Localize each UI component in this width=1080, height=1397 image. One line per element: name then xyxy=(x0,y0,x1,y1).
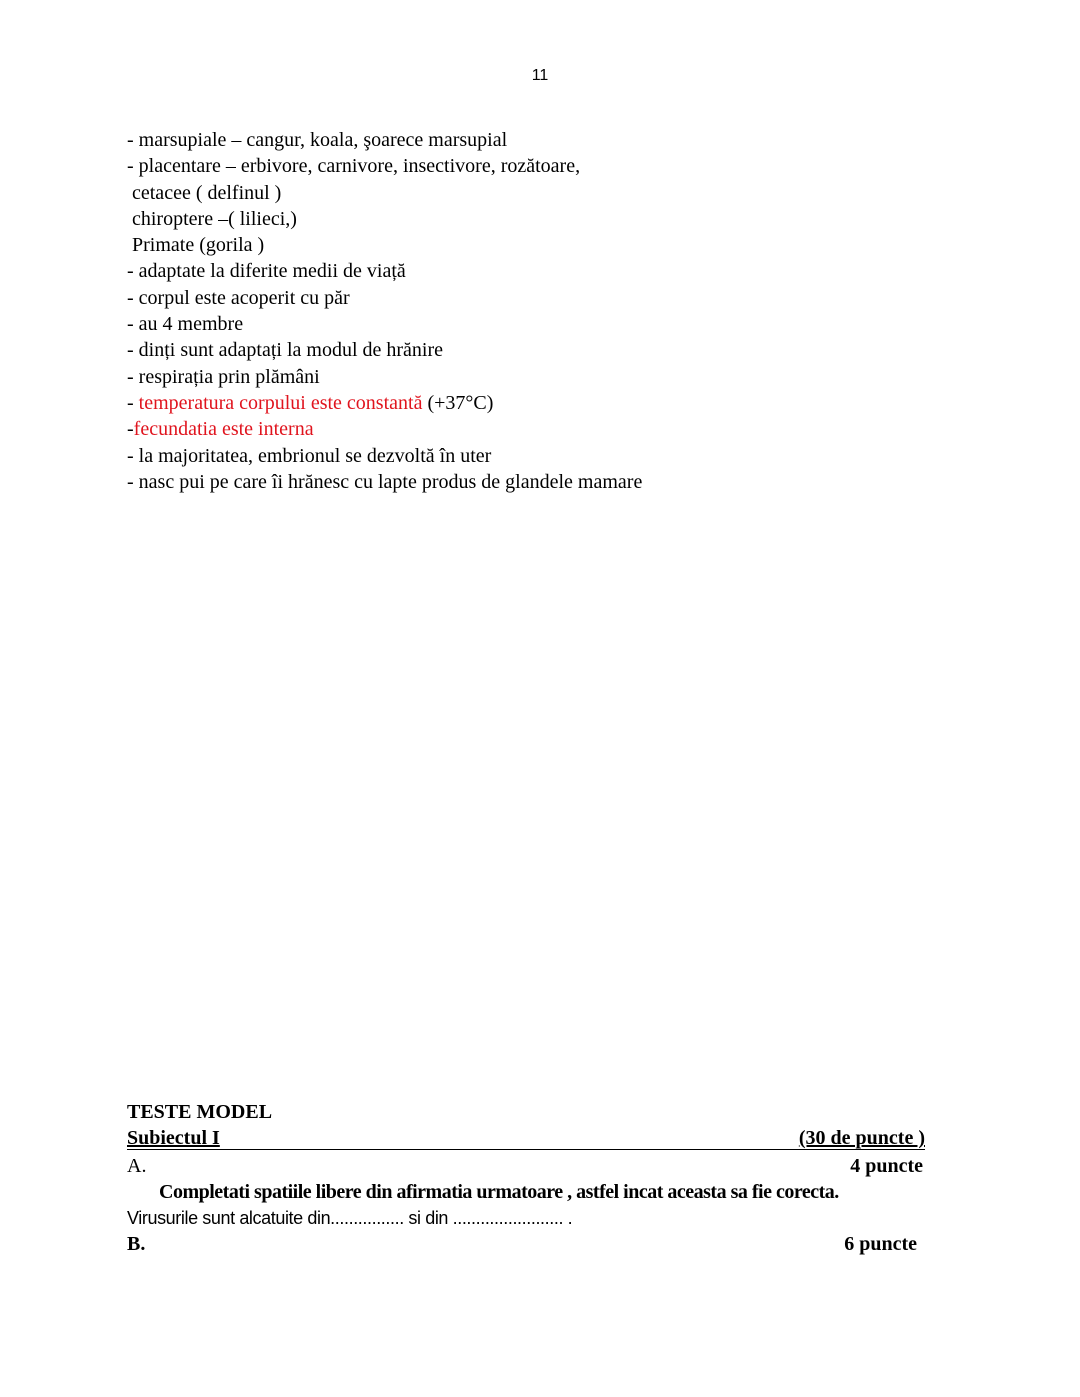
list-item: - au 4 membre xyxy=(127,313,244,336)
list-item: cetacee ( delfinul ) xyxy=(127,181,282,204)
list-item: - respirația prin plămâni xyxy=(127,365,320,388)
part-a-instruction: Completati spatiile libere din afirmatia urmatoare , astfel incat aceasta sa fie corecta. xyxy=(159,1180,839,1203)
subject-points: (30 de puncte ) xyxy=(798,1127,925,1150)
subject-label: Subiectul I xyxy=(127,1127,220,1150)
prefix: - xyxy=(127,391,139,414)
model-tests-section xyxy=(127,1099,925,1258)
mammal-characteristics-list xyxy=(127,127,642,495)
list-item-temperature xyxy=(127,390,642,416)
part-b-header xyxy=(127,1231,925,1257)
list-item: - nasc pui pe care îi hrănesc cu lapte produs de glandele mamare xyxy=(127,470,643,493)
part-b-points: 6 puncte xyxy=(844,1233,917,1256)
list-item: chiroptere –( lilieci,) xyxy=(127,207,297,230)
list-item-fecundation xyxy=(127,416,642,442)
list-item: Primate (gorila ) xyxy=(127,234,265,257)
part-a-header xyxy=(127,1153,925,1179)
section-title xyxy=(127,1099,925,1125)
page-number: 11 xyxy=(531,67,549,84)
list-item: - la majoritatea, embrionul se dezvoltă în uter xyxy=(127,444,492,467)
part-a-points: 4 puncte xyxy=(850,1154,923,1177)
subject-header xyxy=(127,1125,925,1150)
list-item: - corpul este acoperit cu păr xyxy=(127,286,350,309)
highlighted-text: fecundatia este interna xyxy=(133,418,314,441)
part-b-label: B. xyxy=(127,1233,146,1256)
list-item: - dinți sunt adaptați la modul de hrănire xyxy=(127,339,444,362)
list-item: - adaptate la diferite medii de viață xyxy=(127,260,406,283)
prefix: - xyxy=(127,418,134,441)
list-item: - marsupiale – cangur, koala, şoarece marsupial xyxy=(127,129,508,151)
part-a-label: A. xyxy=(127,1154,147,1177)
list-item: - placentare – erbivore, carnivore, insectivore, rozătoare, xyxy=(127,155,581,178)
part-a-sentence: Virusurile sunt alcatuite din................ si din ........................ . xyxy=(127,1208,573,1229)
highlighted-text: temperatura corpului este constantă xyxy=(138,391,423,414)
section-title-text: TESTE MODEL xyxy=(127,1101,273,1123)
suffix: (+37°C) xyxy=(422,391,494,414)
